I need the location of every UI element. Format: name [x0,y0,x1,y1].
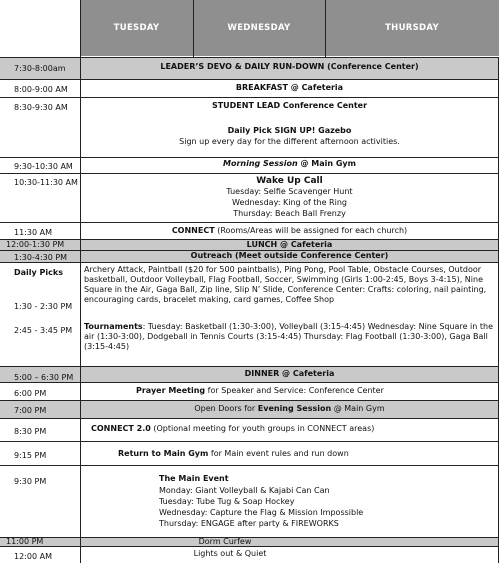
connect-label: CONNECT [171,226,215,235]
connect2-label: CONNECT 2.0 [91,424,151,433]
event-lunch: LUNCH @ Cafeteria [246,240,333,249]
event-tournaments [84,322,496,352]
daily-picks-label: Daily Picks [14,268,63,277]
time-1800: 6:00 PM [14,389,47,398]
event-main-wednesday: Wednesday: Capture the Flag & Mission Impossible [159,508,364,517]
open-doors-text: Open Doors for [194,404,258,413]
event-wake-up-title: Wake Up Call [256,176,323,186]
time-1900: 7:00 PM [14,406,47,415]
event-breakfast: BREAKFAST @ Cafeteria [235,83,344,92]
connect-desc: (Rooms/Areas will be assigned for each church) [214,226,408,235]
return-desc: for Main event rules and run down [208,449,349,458]
time-1700: 5:00 – 6:30 PM [14,373,74,382]
event-leaders-devo: LEADER’S DEVO & DAILY RUN-DOWN (Conference Center) [160,62,419,71]
evening-session-label: Evening Session [257,404,332,413]
event-activities-list: Archery Attack, Paintball ($20 for 500 paintballs), Ping Pong, Pool Table, Obstacle Courses, Outdoor basketball, Outdoor Volleyball, Flag Football, Soccer, Swimming (Girls 1:00-2:45, Boys 3-4:15), Nine Square in the Air, Gaga Ball, Zip line, Slip N’ Slide, Conference Center: Crafts: coloring, nail painting, encouraging cards, bracelet making, card games, Coffee Shop [84,265,487,304]
event-main-event-title: The Main Event [159,474,229,483]
prayer-meeting-desc: for Speaker and Service: Conference Center [205,386,384,395]
event-wake-thursday: Thursday: Beach Ball Frenzy [233,209,346,218]
day-header-wednesday: WEDNESDAY [193,0,325,56]
event-main-monday: Monday: Giant Volleyball & Kajabi Can Can [159,486,330,495]
morning-session-location: @ Main Gym [297,159,356,168]
time-0730: 7:30-8:00am [14,64,66,73]
time-2115: 9:15 PM [14,451,47,460]
time-1445: 2:45 - 3:45 PM [14,326,73,335]
event-lights-out: Lights out & Quiet [193,549,267,558]
event-daily-pick-desc: Sign up every day for the different afternoon activities. [179,137,400,146]
time-0800: 8:00-9:00 AM [14,85,68,94]
time-1330: 1:30-4:30 PM [14,253,68,262]
event-wake-wednesday: Wednesday: King of the Ring [232,198,347,207]
event-daily-pick-title: Daily Pick SIGN UP! Gazebo [227,126,352,135]
time-2300: 11:00 PM [6,537,44,546]
event-wake-tuesday: Tuesday: Selfie Scavenger Hunt [226,187,353,196]
event-return-main-gym [118,449,349,459]
day-header-tuesday: TUESDAY [80,0,193,56]
day-header-thursday: THURSDAY [325,0,499,56]
time-1130: 11:30 AM [14,228,52,237]
event-morning-session [80,159,499,169]
event-evening-session [80,404,499,414]
time-1030: 10:30-11:30 AM [14,178,78,187]
prayer-meeting-label: Prayer Meeting [136,386,206,395]
tournaments-label: Tournaments [84,322,143,331]
time-0930: 9:30-10:30 AM [14,162,73,171]
time-1200: 12:00-1:30 PM [6,240,65,249]
event-dorm-curfew: Dorm Curfew [198,537,252,546]
event-prayer-meeting [136,386,384,396]
tournaments-desc: : Tuesday: Basketball (1:30-3:00), Volleyball (3:15-4:45) Wednesday: Nine Square in the air (1:30-3:00), Dodgeball in Tennis Courts (3:15-4:45) Thursday: Flag Football (1:30-3:00), Gaga Ball (3:15-4:45) [84,322,493,351]
evening-session-location: @ Main Gym [331,404,385,413]
return-label: Return to Main Gym [118,449,209,458]
time-0830: 8:30-9:30 AM [14,103,68,112]
connect2-desc: (Optional meeting for youth groups in CONNECT areas) [150,424,375,433]
event-connect [80,226,499,236]
event-connect-2 [91,424,374,434]
event-student-lead: STUDENT LEAD Conference Center [211,101,368,110]
event-outreach: Outreach (Meet outside Conference Center) [190,251,389,260]
event-main-thursday: Thursday: ENGAGE after party & FIREWORKS [159,519,339,528]
time-1330b: 1:30 - 2:30 PM [14,302,73,311]
morning-session-label: Morning Session [223,159,298,168]
time-2400: 12:00 AM [14,552,52,561]
time-2130: 9:30 PM [14,477,47,486]
time-2030: 8:30 PM [14,427,47,436]
event-dinner: DINNER @ Cafeteria [244,369,335,378]
event-main-tuesday: Tuesday: Tube Tug & Soap Hockey [159,497,295,506]
